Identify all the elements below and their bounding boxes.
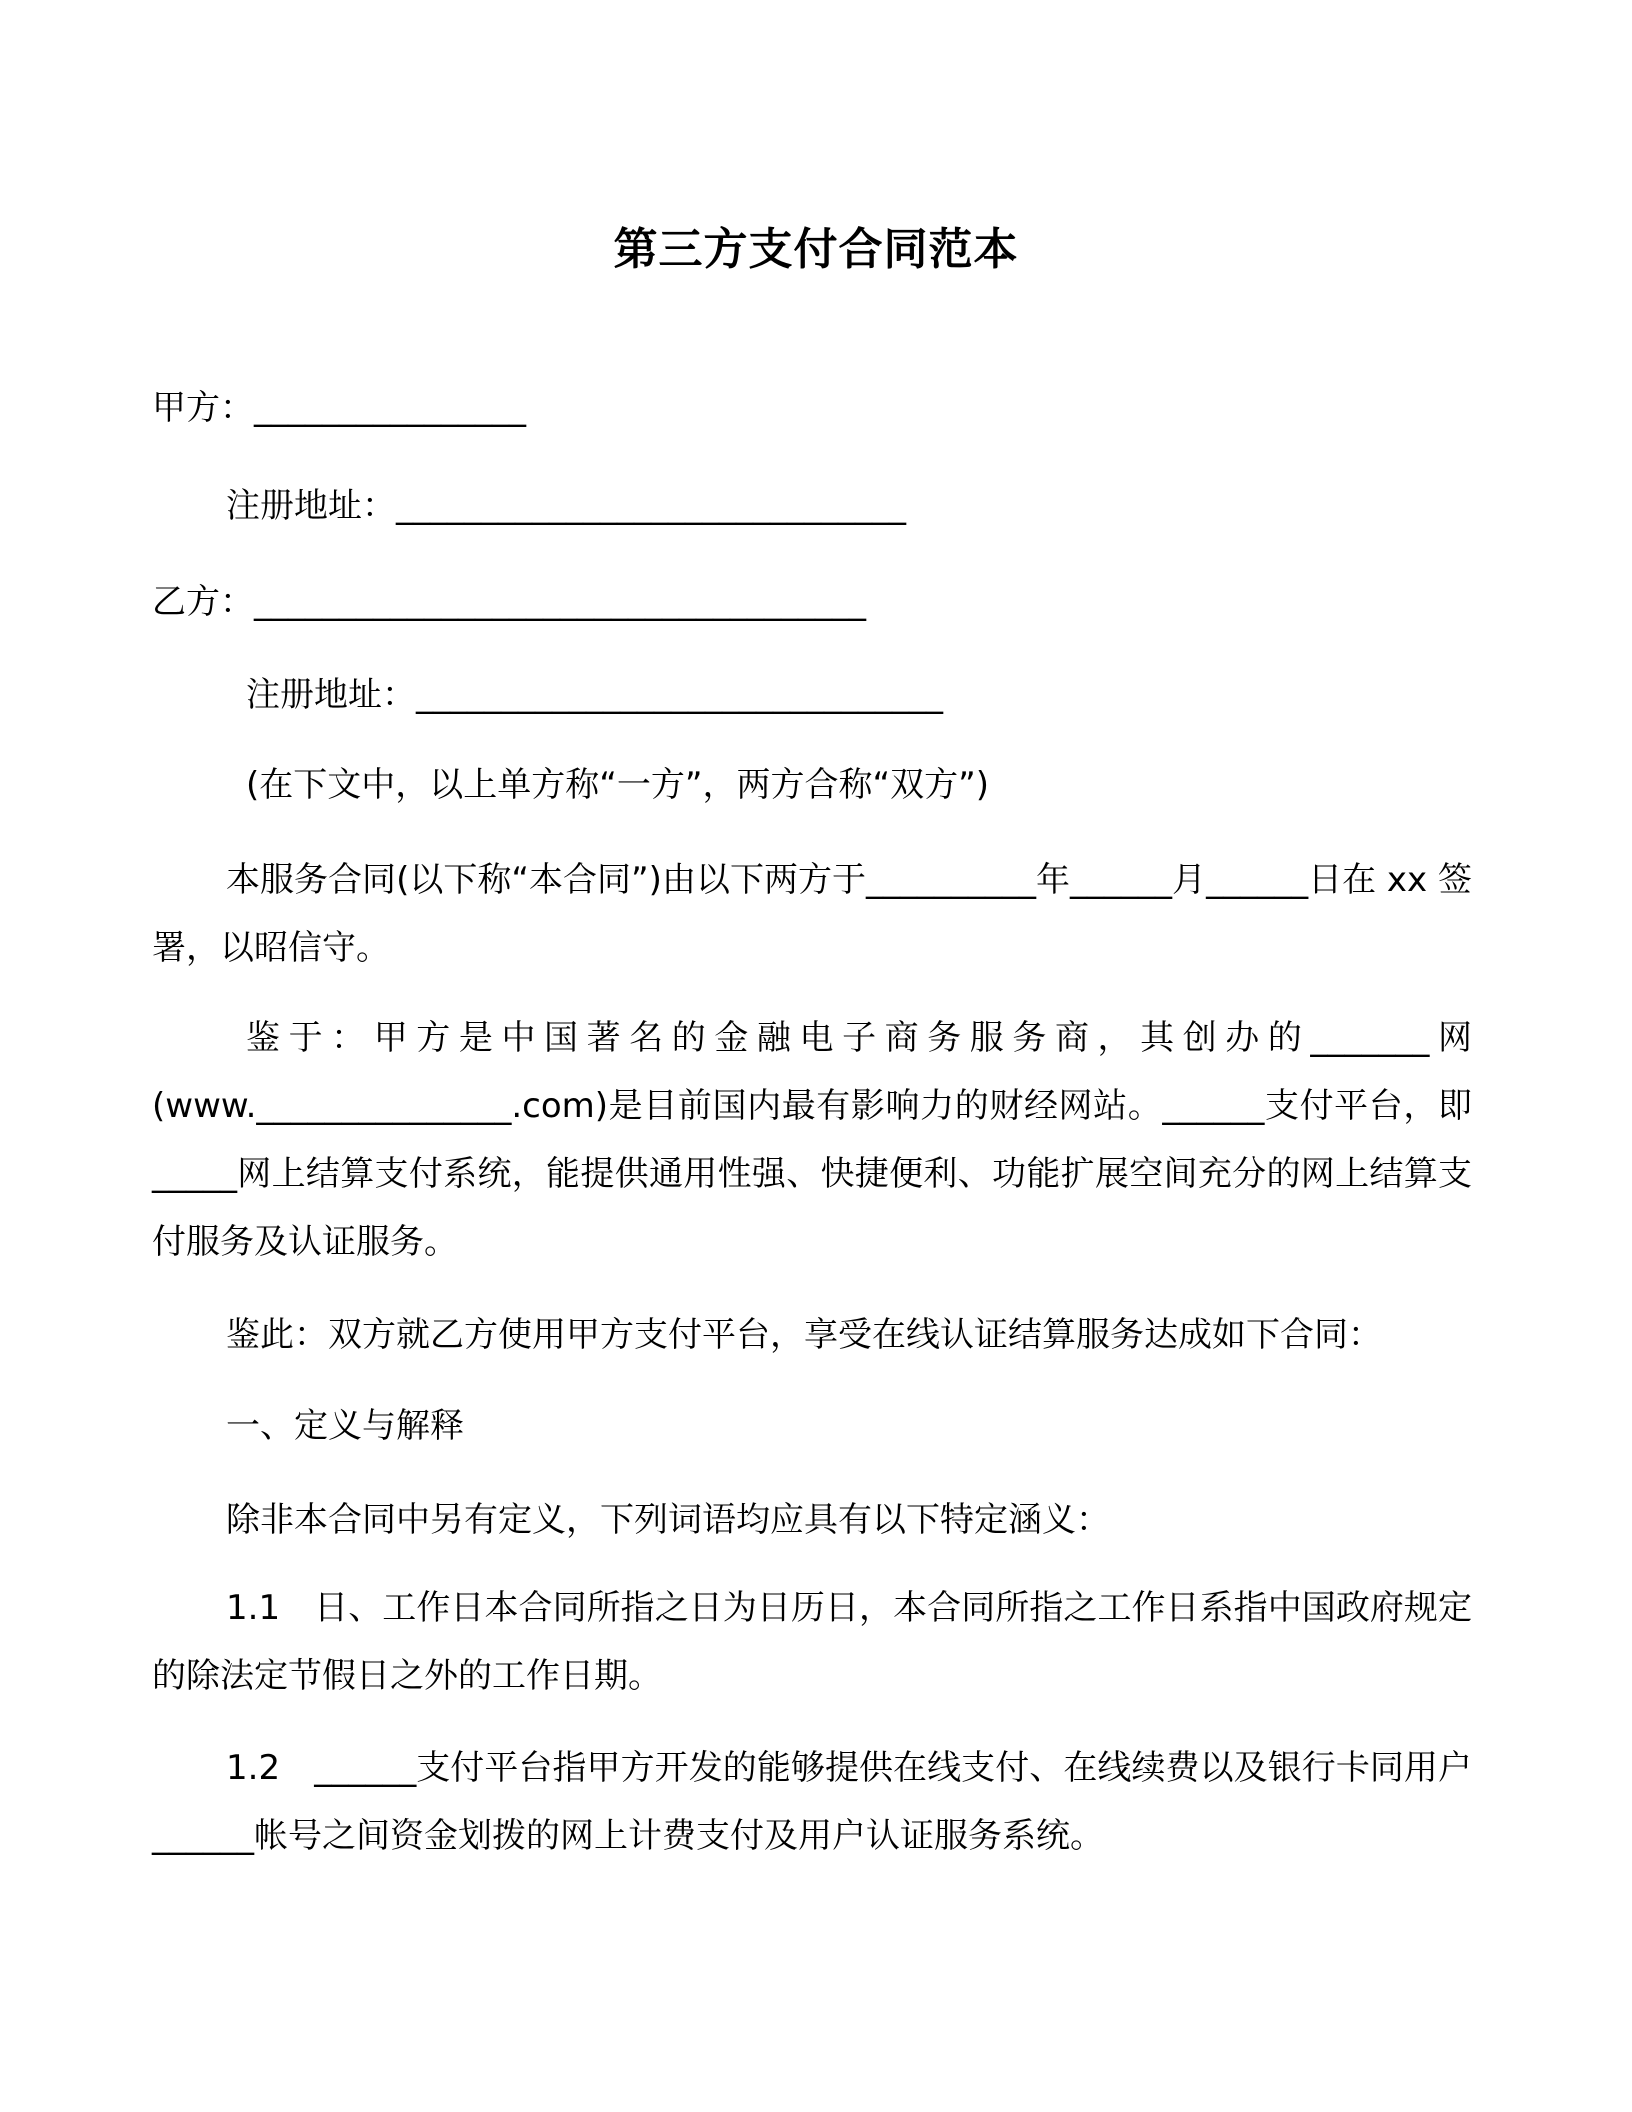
therefore-paragraph: 鉴此：双方就乙方使用甲方支付平台，享受在线认证结算服务达成如下合同： bbox=[226, 1315, 1382, 1355]
party-a-address-blank: ______________________________ bbox=[396, 486, 906, 526]
party-a-address-label: 注册地址： bbox=[226, 486, 396, 526]
whereas-paragraph: 鉴于：甲方是中国著名的金融电子商务服务商，其创办的_______网(www._______________.com)是目前国内最有影响力的财经网站。______支付平台，即_____网上结算支付系统，能提供通用性强、快捷便利、功能扩展空间充分的网上结算支付服务及认证服务。 bbox=[152, 1018, 1472, 1262]
party-b-address-line bbox=[246, 673, 943, 717]
party-b-label: 乙方： bbox=[152, 582, 254, 622]
party-b-blank: ____________________________________ bbox=[254, 582, 866, 622]
party-a-label: 甲方： bbox=[152, 388, 254, 428]
definitions-intro: 除非本合同中另有定义，下列词语均应具有以下特定涵义： bbox=[226, 1500, 1110, 1540]
party-a-address-line bbox=[226, 484, 906, 528]
party-b-address-label: 注册地址： bbox=[246, 675, 416, 715]
party-a-blank: ________________ bbox=[254, 388, 526, 428]
party-b-line bbox=[152, 580, 866, 624]
clause-1-1: 1.1 日、工作日本合同所指之日为日历日，本合同所指之工作日系指中国政府规定的除法定节假日之外的工作日期。 bbox=[152, 1588, 1472, 1696]
section-1-heading: 一、定义与解释 bbox=[226, 1406, 464, 1446]
contract-intro-paragraph: 本服务合同(以下称“本合同”)由以下两方于__________年______月______日在 xx 签署，以昭信守。 bbox=[152, 860, 1472, 968]
clause-1-2: 1.2 ______支付平台指甲方开发的能够提供在线支付、在线续费以及银行卡同用户______帐号之间资金划拨的网上计费支付及用户认证服务系统。 bbox=[152, 1748, 1472, 1856]
document-title: 第三方支付合同范本 bbox=[613, 224, 1019, 275]
party-a-line bbox=[152, 386, 526, 430]
naming-note: (在下文中，以上单方称“一方”，两方合称“双方”) bbox=[246, 765, 989, 805]
party-b-address-blank: _______________________________ bbox=[416, 675, 943, 715]
